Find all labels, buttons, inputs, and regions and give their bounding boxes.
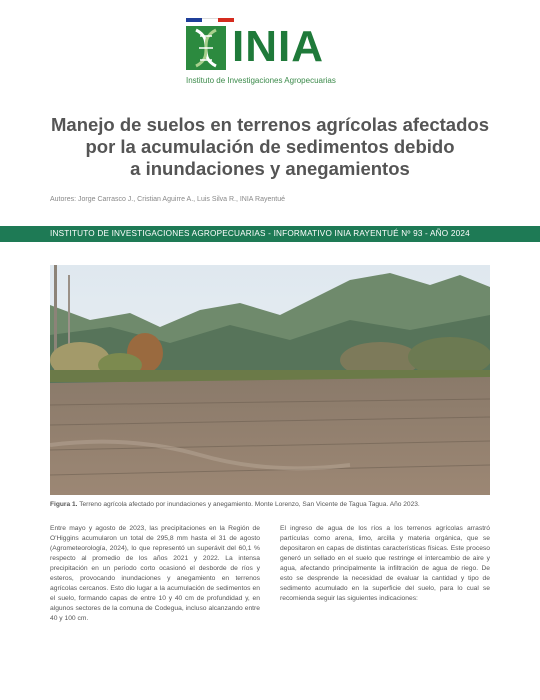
title-line: a inundaciones y anegamientos [130, 158, 410, 179]
publication-banner [0, 226, 540, 242]
figure-photo [50, 265, 490, 495]
figure-caption [50, 501, 490, 508]
figure-label: Figura 1. [50, 501, 78, 508]
title-line: por la acumulación de sedimentos debido [85, 136, 455, 157]
chile-flag-stripe [186, 18, 234, 22]
body-paragraph-right: El ingreso de agua de los ríos a los terrenos agrícolas arrastró partículas como arena, limo, arcilla y materia orgánica, que se depositaron en capas de distintas características físicas. Este proceso generó un sellado en el suelo que restringe el intercambio de aire y agua, afectando principalmente la infiltración de agua de riego. De esto se desprende la necesidad de evaluar la cantidad y tipo de sedimento acumulado en la superficie del suelo, para lo cual se recomienda seguir las siguientes indicaciones: [280, 525, 490, 602]
figure-caption-text: Terreno agrícola afectado por inundaciones y anegamiento. Monte Lorenzo, San Vicente de Tagua Tagua. Año 2023. [79, 501, 420, 508]
authors-line: Autores: Jorge Carrasco J., Cristian Aguirre A., Luis Silva R., INIA Rayentué [50, 196, 285, 203]
inia-logo [186, 18, 356, 90]
logo-subtitle: Instituto de Investigaciones Agropecuarias [186, 76, 336, 85]
body-paragraph-left: Entre mayo y agosto de 2023, las precipitaciones en la Región de O'Higgins acumularon un total de 295,8 mm hasta el 31 de agosto (Agrometeorología, 2024), lo que representó un superávit del 60,1 % respecto al promedio de los años 2021 y 2022. La intensa precipitación en un período corto ocasionó el desborde de ríos y esteros, provocando inundaciones y anegamiento en terrenos agrícolas cercanos. Esto dio lugar a la acumulación de sedimentos en el suelo, formando capas de entre 10 y 40 cm de profundidad y, en algunos sectores de la comuna de Codegua, incluso alcanzando entre 40 y 100 cm. [50, 525, 260, 622]
logo-wordmark: INIA [232, 22, 324, 71]
dna-helix-icon [186, 26, 226, 70]
banner-text: INSTITUTO DE INVESTIGACIONES AGROPECUARIAS - INFORMATIVO INIA RAYENTUÉ Nº 93 - AÑO 2024 [50, 229, 470, 238]
document-title [40, 114, 500, 180]
title-line: Manejo de suelos en terrenos agrícolas afectados [51, 114, 489, 135]
